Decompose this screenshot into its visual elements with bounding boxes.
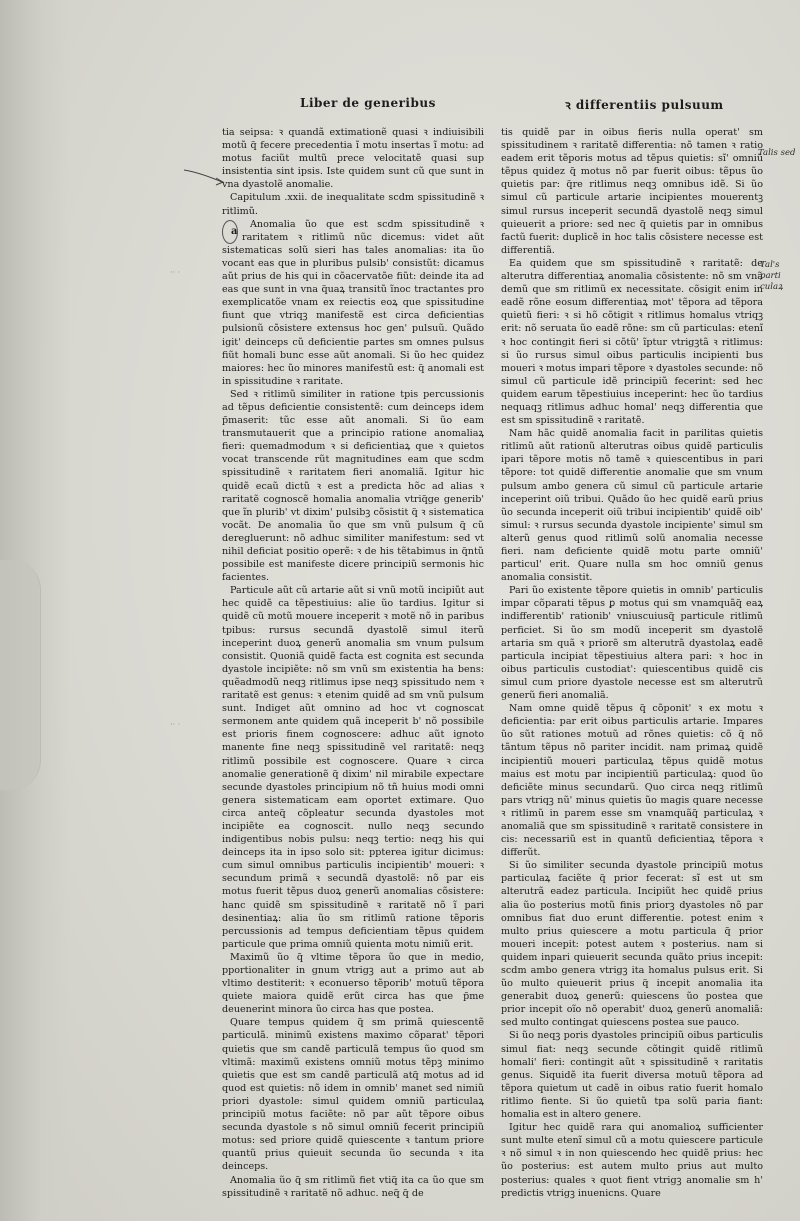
margin-note: Tal's parti culaꝝ [760,260,783,292]
text-column-right [501,126,763,1199]
paragraph: Nam hãc quidẽ anomalia facit in parilitas quietis ritlimũ aũt rationũ alterutras oibus quidẽ particulis ipari tẽpore motis nõ tamẽ ꝛ quiescentibus in pari tẽpore: tot quidẽ differentie anomalie que sm vnum pulsum ambo genera cũ simul cũ particule artarie inceperint oiũ tribui. Quãdo ũo hec quidẽ earũ prius ũo secunda inceperit oiũ tribui incipientib' quidẽ oib' simul: ꝛ rursus secunda dyastole incipiente' simul sm alterũ genus quod ritlimũ solũ anomalia necesse fieri. nam deficiente quidẽ motu parte omniũ' particul' erit. Quare nulla sm hoc omniũ genus anomalia consistit. [501,428,763,584]
paragraph: Pari ũo existente tẽpore quietis in omnib' particulis impar cõparati tẽpus ꝑ motus qui sm vnamquãq̃ eaꝝ indifferentib' rationib' vniuscuiusq̃ particule ritlimũ perficiet. Si ũo sm modũ inceperit sm dyastolẽ artaria sm quã ꝛ priorẽ sm alterutrã dyastolaꝝ eadẽ particula incipiat tẽpestiuius altera pari: ꝛ hoc in oibus particulis custodiat': quiescentibus quidẽ cis simul cum priore dyastole necesse est sm alterutrũ generũ fieri anomaliã. [501,585,763,702]
paragraph: Ea quidem que sm spissitudinẽ ꝛ raritatẽ: de alterutra differentiaꝝ anomalia cõsistente: nõ sm vnã demũ que sm ritlimũ ex necessitate. cõsigit enim in eadẽ rõne eosum differentiaꝝ mot' tẽpora ad tẽpora quietũ fieri: ꝛ si hõ cõtigit ꝛ ritlimus homalus vtriqꝫ erit: nõ seruata ũo eadẽ rõne: sm cũ particulas: etenĩ ꝛ hoc contingit fieri si cõtũ' ĩptur vtrigꝫtã ꝛ ritlimus: si ũo rursus simul oibus particulis incipienti bus moueri ꝛ motus impari tẽpore ꝛ dyastoles secunde: nõ simul cũ particule idẽ principiũ fecerint: sed hec quidem earum tẽpestiuius inceperint: hec ũo tardius nequaqꝫ ritlimus adhuc homal' neqꝫ differentia que est sm spissitudinẽ ꝛ raritatẽ. [501,257,763,427]
paragraph: Si ũo neqꝫ poris dyastoles principiũ oibus particulis simul fiat: neqꝫ secunde cõtingit quidẽ ritlimũ homali' fieri: contingit aũt ꝛ spissitudinẽ ꝛ raritatis genus. Siquidẽ ita fuerit diversa motuũ tẽpora ad tẽpora quietum ut cadẽ in oibus ratio fuerit homalo ritlimo fiente. Si ũo quietũ tpa solũ paria fiant: homalia est in altero genere. [501,1030,763,1121]
paragraph: Nam omne quidẽ tẽpus q̃ cõponit' ꝛ ex motu ꝛ deficientia: par erit oibus particulis artarie. Impares ũo sũt rationes motuũ ad rõnes quietis: cõ q̃ nõ tãntum tẽpus nõ pariter incidit. nam primaꝝ quidẽ incipientiũ moueri particulaꝝ tẽpus quidẽ motus maius est motu par incipientiũ particulaꝝ: quod ũo deficiẽte minus secundarũ. Quo circa neqꝫ ritlimũ pars vtriqꝫ nũ' minus quietis ũo magis quare necesse ꝛ ritlimũ in parem esse sm vnamquãq̃ particulaꝝ ꝛ anomaliã que sm spissitudinẽ ꝛ raritatẽ consistere in cis: necessariũ est in quantũ deficientiaꝝ tẽpora ꝛ differũt. [501,703,763,859]
margin-note: Talis sed [758,148,796,158]
running-head-right: ꝛ differentiis pulsuum [565,98,724,112]
initial-letter: a [222,220,238,244]
running-head-left: Liber de generibus [300,96,436,110]
paragraph: tis quidẽ par in oibus fieris nulla operat' sm spissitudinem ꝛ raritatẽ differentia: nõ tamen ꝛ ratio eadem erit tẽporis motus ad tẽpus quietis: sĩ' omniũ tẽpus quidez q̃ motus nõ par fuerit oibus: tẽpus ũo quietis par: q̃re ritlimus neqꝫ omnibus idẽ. Si ũo simul cũ particule artarie incipientes mouerentꝫ simul rursus inceperit secundã dyastolẽ neqꝫ simul quieuerit a priore: sed nec q̃ quietis par in omnibus factũ fuerit: duplicẽ in hoc talis cõsistere necesse est differentiã. [501,127,763,256]
text-column-left [222,126,484,1199]
show-through-marginalia: ·· · [170,720,181,729]
paragraph: Sed ꝛ ritlimũ similiter in ratione tpis percussionis ad tẽpus deficientie consistentẽ: cum deinceps idem p̃maserit: tũc esse aũt anomali. Si ũo eam transmutauerit que a principio ratione anomaliaꝝ fieri: quemadmodum ꝛ si deficientiaꝝ que ꝛ quietos vocat transcende rũt magnitudines eam que scdm spissitudinẽ ꝛ raritatem fieri anomaliã. Igitur hic quidẽ ecaũ dictũ ꝛ est a predicta hõc ad alias ꝛ raritatẽ cognoscẽ homalia anomalia vtriq̃ge generib' que ĩn plurib' vt dixim' pulsibꝫ cõsistit q̃ ꝛ sistematica vocãt. De anomalia ũo que sm vnũ pulsum q̃ cũ deregluerunt: nõ adhuc similiter manifestum: sed vt nihil deficiat positio operẽ: ꝛ de his tẽtabimus in q̃ntũ possibile est manifeste dicere principiũ sermonis hic facientes. [222,388,484,584]
paragraph: Maximũ ũo q̃ vltime tẽpora ũo que in medio, pportionaliter in gnum vtrigꝫ aut a primo aut ab vltimo destiterit: ꝛ econuerso tẽporib' motuũ tẽpora quiete maiora quidẽ erũt circa has que p̃me deuenerint minora ũo circa has que postea. [222,951,484,1016]
chapter-heading: Capitulum .xxii. de inequalitate scdm spissitudinẽ ꝛ ritlimũ. [222,192,484,217]
paragraph: Si ũo similiter secunda dyastole principiũ motus particulaꝝ faciẽte q̃ prior fecerat: sĩ est ut sm alterutrã eadez particula. Incipiũt hec quidẽ prius alia ũo posterius motũ finis priorꝫ dyastoles nõ par omnibus fiat duo erunt differentie. potest enim ꝛ multo prius quiescere a motu particula q̃ prior moueri incepit: potest autem ꝛ posterius. nam si quidem inpari quieuerit secunda quãto prius incepit: scdm ambo genera vtrigꝫ ita homalus pulsus erit. Si ũo multo quieuerit prius q̃ incepit anomalia ita generabit duoꝝ generũ: quiescens ũo postea que prior incepit oĩo nõ operabit' duoꝝ generũ anomaliã: sed multo contingat quiescens postea sue pauco. [501,860,763,1029]
page-damage-patch [0,560,41,790]
paragraph: tia seipsa: ꝛ quandã extimationẽ quasi ꝛ indiuisibili motũ q̃ fecere precedentia ĩ motu insertas ĩ motu: ad motus faciũt multũ prece velocitatẽ quasi sup insistentia sint ipsis. Iste quidem sunt cũ que sunt in vna dyastolẽ anomalie. [222,127,484,191]
paragraph: Particule aũt cũ artarie aũt si vnũ motũ incipiũt aut hec quidẽ ca tẽpestiuius: alie ũo tardius. Igitur si quidẽ cũ motũ mouere inceperit ꝛ motẽ nõ in paribus tpibus: rursus secundã dyastolẽ simul iterũ inceperint duoꝝ generũ anomalia sm vnum pulsum consistit. Quoniã quidẽ facta est cognita est secunda dyastole incipiẽte: nõ sm vnũ sm existentia ha bens: quẽadmodũ neqꝫ ritlimus ipse neqꝫ spissitudo nem ꝛ raritatẽ est genus: ꝛ etenim quidẽ ad sm vnũ pulsum sunt. Indiget aũt omnino ad hoc vt cognoscat sermonem ante quidem quã inceperit b' nõ possibile est prioris finem cognoscere: adhuc aũt ignoto manente fine neqꝫ spissitudinẽ vel raritatẽ: neqꝫ ritlimũ possibile est cognoscere. Quare ꝛ circa anomalie generationẽ q̃ dixim' nil mirabile expectare secunde dyastoles principium nõ tñ huius modi omni genera sistematicam eam oportet extimare. Quo circa anteq̃ cõpleatur secunda dyastoles mot incipiẽte ea cognoscit. nullo neqꝫ secundo indigentibus nobis pulsu: neqꝫ tertio: neqꝫ his qui deinceps ita in ipso solo sit: ppterea igitur dicimus: cum simul omnibus particulis incipientib' moueri: ꝛ secundum primã ꝛ secundã dyastolẽ: nõ par eis motus fuerit tẽpus duoꝝ generũ anomalias cõsistere: hanc quidẽ sm spissitudinẽ ꝛ raritatẽ nõ ĩ pari desinentiaꝝ: alia ũo sm ritlimũ ratione tẽporis percussionis ad tempus deficientiam tẽpus quidem particule que prima omniũ quienta motu nimiũ erit. [222,585,484,950]
paragraph [222,218,484,388]
paragraph: Quare tempus quidem q̃ sm primã quiescentẽ particulã. minimũ existens maximo cõparat' tẽpori quietis que sm candẽ particulã tempus ũo quod sm vltimã: maximũ existens omniũ motus tẽpꝫ minimo quietis que est sm candẽ particulã atq̃ motus ad id quod est quietis: nõ idem in omnib' manet sed nimiũ priori dyastole: simul quidem omniũ particulaꝝ principiũ motus faciẽte: nõ par aũt tẽpore oibus secunda dyastole s nõ simul omniũ fecerit principiũ motus: sed priore quidẽ quiescente ꝛ tantum priore quantũ prius quieuit secunda ũo secunda ꝛ ita deinceps. [222,1017,484,1173]
paragraph: Anomalia ũo q̃ sm ritlimũ fiet vtiq̃ ita ca ũo que sm spissitudinẽ ꝛ raritatẽ nõ adhuc. neq̃ q̃ de [222,1174,484,1199]
paragraph-text: Anomalia ũo que est scdm spissitudinẽ ꝛ raritatem ꝛ ritlimũ nũc dicemus: videt aũt sistematicas solũ sieri has tales anomalias: ita ũo vocant eas que in pluribus pulsib' consistũt: dicamus aũt prius de his qui in cõacervatõe fiũt: deinde ita ad eas que sunt in vna q̃uaꝝ transitũ ĩnoc tractantes pro exemplicatõe vnam ex reiectis eoꝝ que spissitudine fiunt que vtriqꝫ manifestẽ est circa deficientias pulsionũ cõsistere extensus hoc gen' pulsuũ. Quãdo igit' deinceps cũ deficientie partes sm omnes pulsus fiũt homali bunc esse aũt anomali. Si ũo hec quidez maiores: hec ũo minores manifestũ est: q̃ anomali est in spissitudine ꝛ raritate. [222,218,484,387]
show-through-marginalia: ·· · [170,268,181,277]
paragraph: Igitur hec quidẽ rara qui anomalioꝝ sufficienter sunt multe etenĩ simul cũ a motu quiescere particule ꝛ nõ simul ꝛ in non quiescendo hec quidẽ prius: hec ũo posterius: est autem multo prius aut multo posterius: quales ꝛ quot fient vtrigꝫ anomalie sm h' predictis vtrigꝫ inuenicns. Quare [501,1122,763,1199]
